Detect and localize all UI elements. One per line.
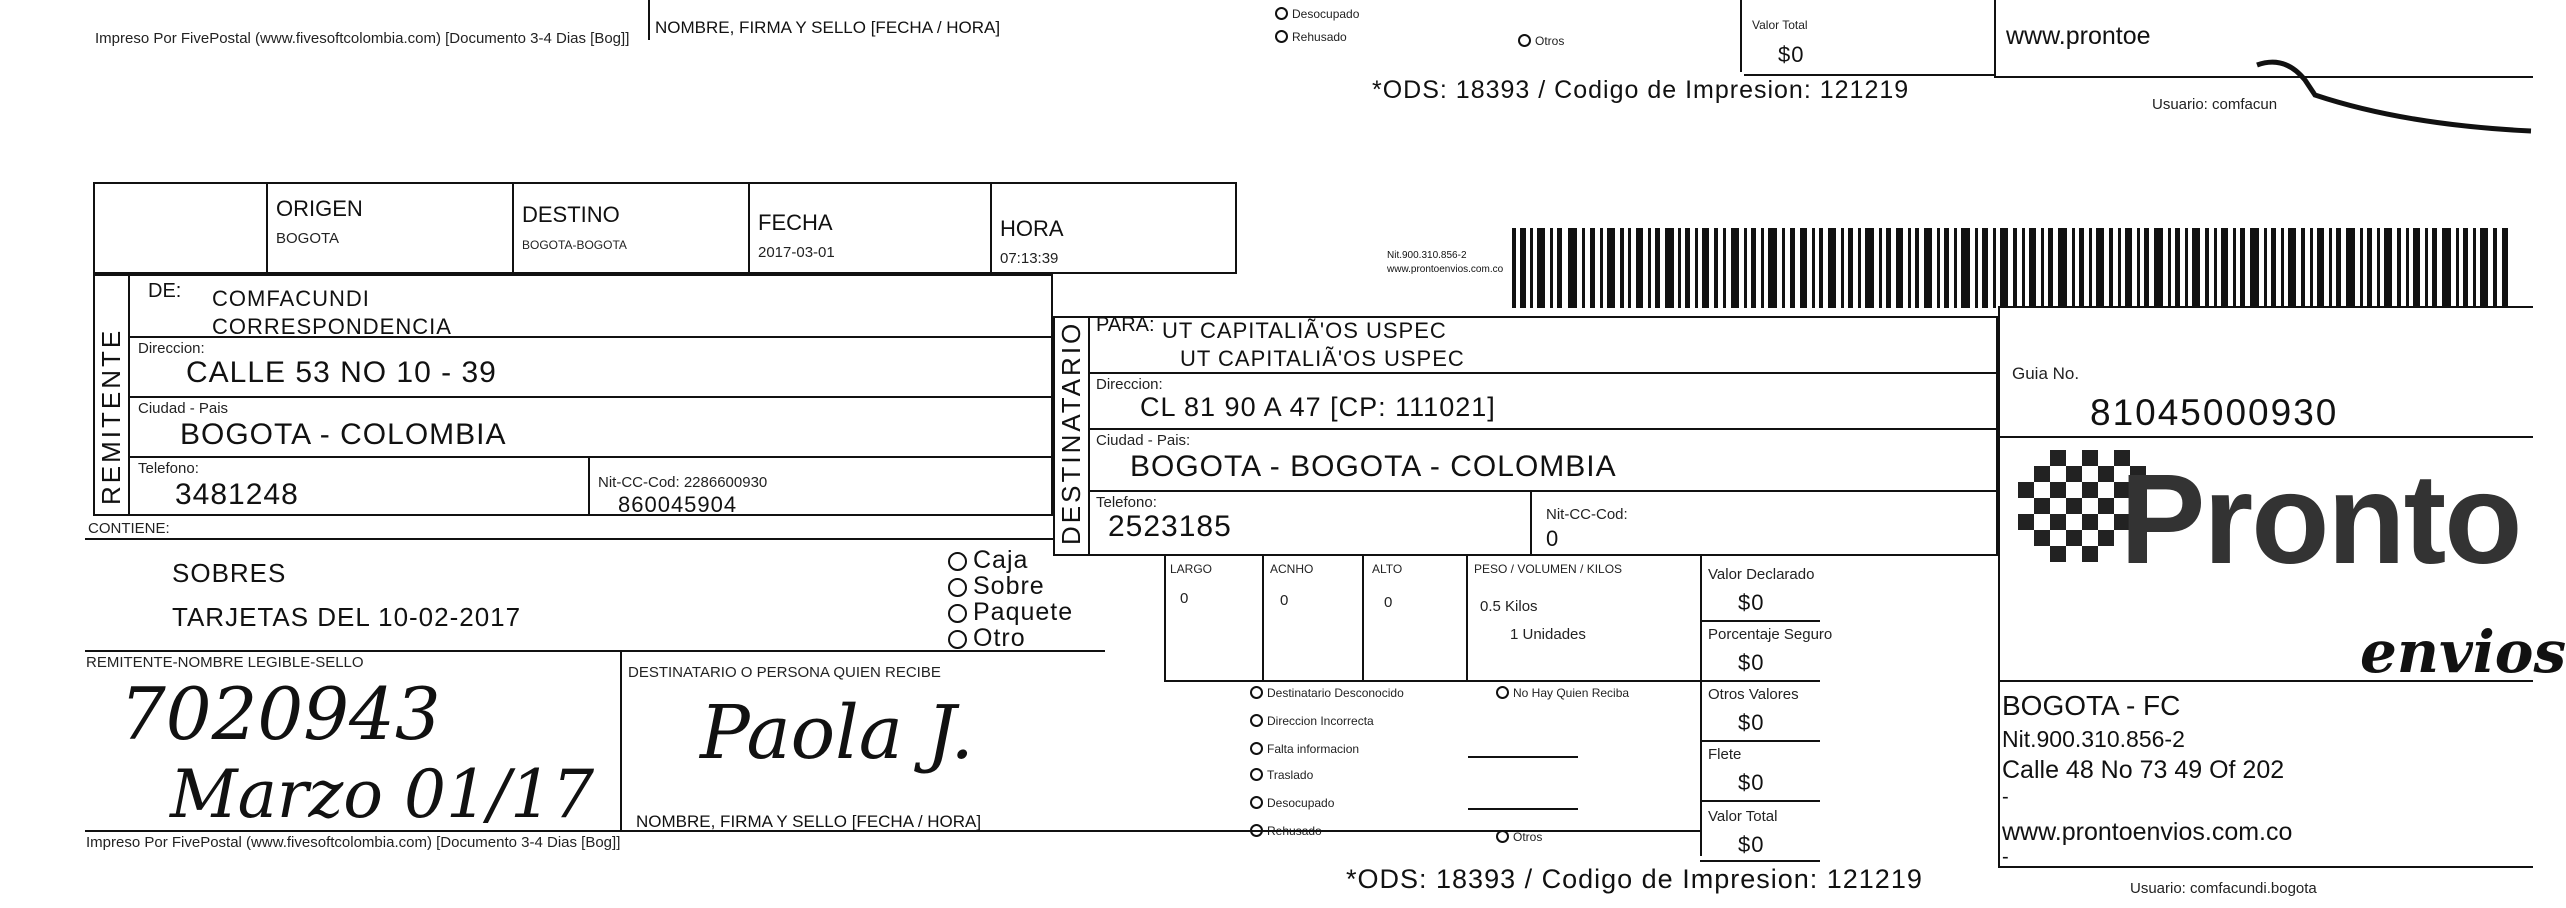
destinatario-footer-label: NOMBRE, FIRMA Y SELLO [FECHA / HORA] (636, 812, 982, 831)
opt-rehusado: Rehusado (1267, 824, 1322, 838)
radio-sobre-icon[interactable] (948, 578, 967, 597)
top-website: www.prontoe (2006, 22, 2151, 50)
origen-value: BOGOTA (276, 230, 340, 247)
peso-value: 0.5 Kilos (1480, 598, 1538, 615)
top-ods: *ODS: 18393 / Codigo de Impresion: 121219 (1372, 76, 1910, 104)
remitente-side-label: REMITENTE (96, 327, 126, 505)
destinatario-signature: Paola J. (700, 690, 974, 776)
footer-printed-by: Impreso Por FivePostal (www.fivesoftcolombia.com) [Documento 3-4 Dias [Bog]] (86, 834, 621, 851)
destinatario-ciudad: BOGOTA - BOGOTA - COLOMBIA (1130, 450, 1617, 483)
peso-label: PESO / VOLUMEN / KILOS (1474, 562, 1623, 576)
remitente-telefono: 3481248 (175, 478, 299, 511)
top-opt-rehusado: Rehusado (1292, 30, 1347, 44)
brand-usuario: Usuario: comfacundi.bogota (2130, 880, 2317, 897)
radio-icon[interactable] (1250, 686, 1263, 699)
hand-date: Marzo 01/17 (170, 756, 595, 833)
destinatario-name-2: UT CAPITALIÃ'OS USPEC (1180, 346, 1465, 371)
destinatario-name-1: UT CAPITALIÃ'OS USPEC (1162, 318, 1447, 343)
logo-sub: envios (2360, 618, 2566, 686)
remitente-nit-label: Nit-CC-Cod: 2286600930 (598, 474, 768, 491)
flete-label: Flete (1708, 746, 1742, 763)
top-usuario: Usuario: comfacun (2152, 96, 2278, 113)
contiene-line-1: SOBRES (172, 558, 287, 588)
hora-label: HORA (1000, 216, 1064, 241)
largo-value: 0 (1180, 590, 1189, 607)
destinatario-nit: 0 (1546, 526, 1560, 551)
guia-label: Guia No. (2012, 364, 2080, 383)
destino-label: DESTINO (522, 202, 620, 227)
opt-desocupado: Desocupado (1267, 796, 1335, 810)
remitente-firma-label: REMITENTE-NOMBRE LEGIBLE-SELLO (86, 654, 364, 671)
valor-declarado-label: Valor Declarado (1708, 566, 1815, 583)
opt-otro: Otro (973, 624, 1026, 652)
destinatario-nit-label: Nit-CC-Cod: (1546, 506, 1628, 523)
radio-icon[interactable] (1250, 742, 1263, 755)
seguro-label: Porcentaje Seguro (1708, 626, 1833, 643)
opt-sobre: Sobre (973, 572, 1045, 600)
flete-value: $0 (1738, 770, 1765, 795)
radio-icon[interactable] (1518, 34, 1531, 47)
destinatario-telefono-label: Telefono: (1096, 494, 1157, 511)
remitente-nit: 860045904 (618, 492, 738, 517)
opt-caja: Caja (973, 546, 1029, 574)
brand-nit: Nit.900.310.856-2 (2002, 726, 2185, 752)
opt-incorrecta: Direccion Incorrecta (1267, 714, 1374, 728)
logo-word: Pronto (2120, 448, 2521, 591)
remitente-de-label: DE: (148, 280, 182, 302)
fecha-value: 2017-03-01 (758, 244, 835, 261)
brand-address: Calle 48 No 73 49 Of 202 (2002, 756, 2285, 784)
top-opt-otros: Otros (1535, 34, 1565, 48)
top-printed-by: Impreso Por FivePostal (www.fivesoftcolombia.com) [Documento 3-4 Dias [Bog]] (95, 30, 630, 47)
brand-dash: - (2002, 786, 2009, 808)
destinatario-direccion-label: Direccion: (1096, 376, 1163, 393)
remitente-telefono-label: Telefono: (138, 460, 199, 477)
contiene-line-2: TARJETAS DEL 10-02-2017 (172, 602, 522, 632)
radio-icon[interactable] (1275, 30, 1288, 43)
opt-falta: Falta informacion (1267, 742, 1360, 756)
radio-caja-icon[interactable] (948, 552, 967, 571)
footer-ods: *ODS: 18393 / Codigo de Impresion: 121219 (1346, 864, 1923, 894)
top-opt-desocupado: Desocupado (1292, 7, 1360, 21)
radio-icon[interactable] (1275, 7, 1288, 20)
valor-total: $0 (1738, 832, 1765, 857)
top-signature-label: NOMBRE, FIRMA Y SELLO [FECHA / HORA] (655, 18, 1001, 37)
alto-label: ALTO (1372, 562, 1403, 576)
unidades-value: 1 Unidades (1510, 626, 1586, 643)
scan-mark (2255, 55, 2533, 135)
company-nit: Nit.900.310.856-2 (1387, 250, 1467, 261)
opt-otros: Otros (1513, 830, 1543, 844)
opt-traslado: Traslado (1267, 768, 1314, 782)
barcode (1512, 228, 2512, 308)
destinatario-side-label: DESTINATARIO (1056, 320, 1086, 545)
destino-value: BOGOTA-BOGOTA (522, 238, 627, 252)
seguro-value: $0 (1738, 650, 1765, 675)
brand-website: www.prontoenvios.com.co (2002, 818, 2293, 846)
guia-number: 81045000930 (2090, 392, 2339, 433)
largo-label: LARGO (1170, 562, 1213, 576)
destinatario-direccion: CL 81 90 A 47 [CP: 111021] (1140, 392, 1496, 422)
company-web: www.prontoenvios.com.co (1387, 264, 1504, 275)
contiene-label: CONTIENE: (88, 520, 170, 537)
brand-dash-2: - (2002, 846, 2009, 868)
destinatario-para-label: PARA: (1096, 314, 1155, 336)
brand-city: BOGOTA - FC (2002, 690, 2181, 721)
radio-icon[interactable] (1250, 796, 1263, 809)
remitente-name-2: CORRESPONDENCIA (212, 314, 452, 339)
opt-no-hay: No Hay Quien Reciba (1513, 686, 1630, 700)
remitente-ciudad: BOGOTA - COLOMBIA (180, 418, 507, 451)
alto-value: 0 (1384, 594, 1393, 611)
radio-paquete-icon[interactable] (948, 604, 967, 623)
remitente-direccion: CALLE 53 NO 10 - 39 (186, 356, 497, 389)
valor-declarado: $0 (1738, 590, 1765, 615)
header-box (93, 182, 1237, 274)
otros-valores: $0 (1738, 710, 1765, 735)
radio-otro-icon[interactable] (948, 630, 967, 649)
otros-valores-label: Otros Valores (1708, 686, 1799, 703)
destinatario-telefono: 2523185 (1108, 510, 1232, 543)
radio-icon[interactable] (1496, 686, 1509, 699)
ancho-label: ACNHO (1270, 562, 1314, 576)
remitente-name-1: COMFACUNDI (212, 286, 370, 311)
valor-total-label: Valor Total (1708, 808, 1778, 825)
opt-desconocido: Destinatario Desconocido (1267, 686, 1404, 700)
fecha-label: FECHA (758, 210, 833, 235)
destinatario-ciudad-label: Ciudad - Pais: (1096, 432, 1191, 449)
remitente-direccion-label: Direccion: (138, 340, 205, 357)
top-valor-total: $0 (1778, 42, 1805, 67)
hora-value: 07:13:39 (1000, 250, 1059, 267)
destinatario-firma-label: DESTINATARIO O PERSONA QUIEN RECIBE (628, 664, 941, 681)
radio-icon[interactable] (1250, 768, 1263, 781)
hand-number: 7020943 (120, 672, 441, 756)
ancho-value: 0 (1280, 592, 1289, 609)
radio-icon[interactable] (1250, 714, 1263, 727)
remitente-ciudad-label: Ciudad - Pais (138, 400, 229, 417)
opt-paquete: Paquete (973, 598, 1074, 626)
top-valor-total-label: Valor Total (1752, 18, 1808, 32)
origen-label: ORIGEN (276, 196, 363, 221)
